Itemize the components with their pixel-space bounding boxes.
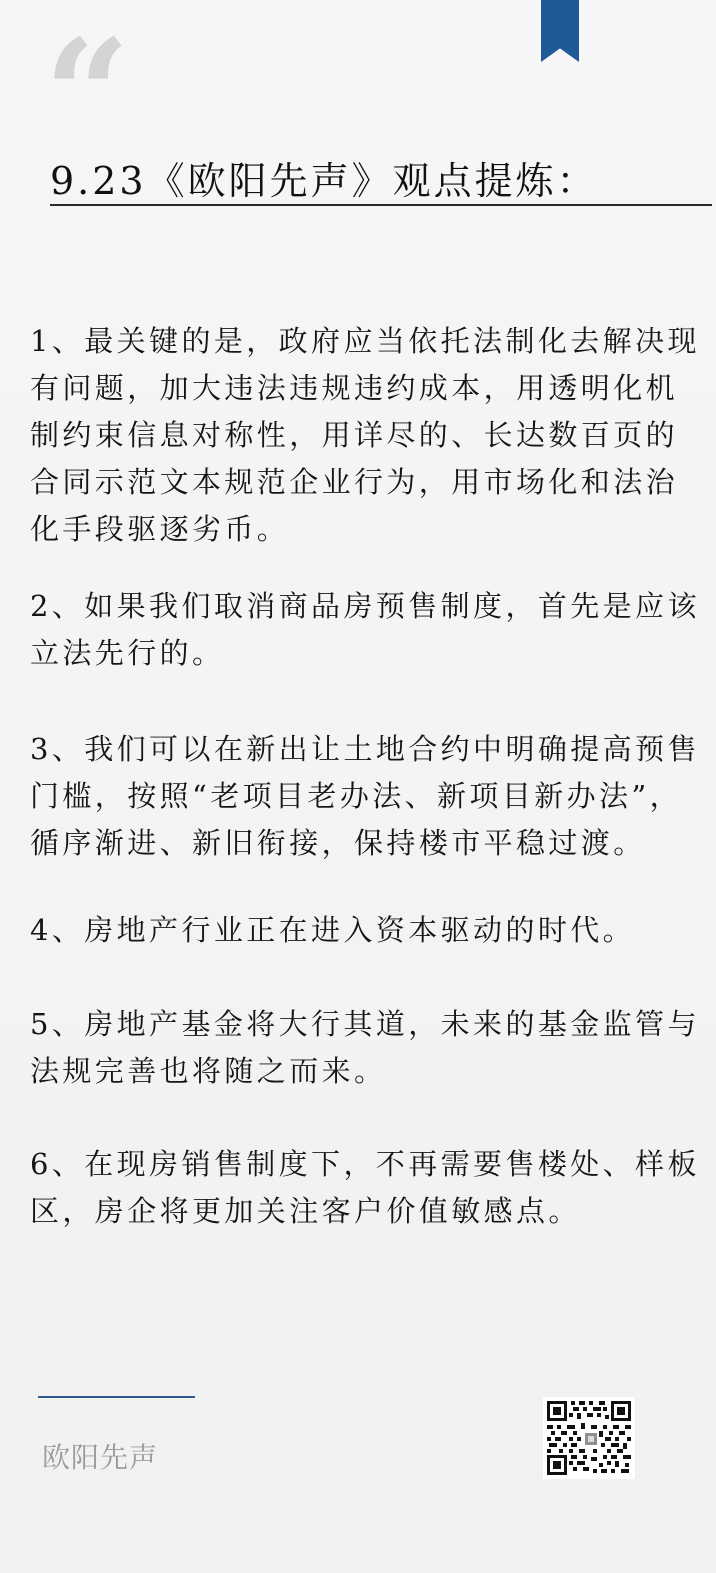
footer-brand: 欧阳先声 — [42, 1441, 159, 1474]
qr-code-icon — [543, 1397, 635, 1479]
point-item: 4、房地产行业正在进入资本驱动的时代。 — [30, 913, 636, 947]
point-item: 5、房地产基金将大行其道，未来的基金监管与法规完善也将随之而来。 — [30, 1007, 700, 1088]
footer-divider — [38, 1396, 195, 1398]
point-item: 3、我们可以在新出让土地合约中明确提高预售门槛，按照“老项目老办法、新项目新办法”，循序渐进、新旧衔接，保持楼市平稳过渡。 — [30, 732, 700, 860]
title-underline — [50, 204, 712, 206]
point-item: 1、最关键的是，政府应当依托法制化去解决现有问题，加大违法违规违约成本，用透明化机制约束信息对称性，用详尽的、长达数百页的合同示范文本规范企业行为，用市场化和法治化手段驱逐劣币。 — [30, 324, 700, 546]
bookmark-ribbon-icon — [541, 0, 579, 62]
point-item: 6、在现房销售制度下，不再需要售楼处、样板区，房企将更加关注客户价值敏感点。 — [30, 1147, 700, 1228]
point-item: 2、如果我们取消商品房预售制度，首先是应该立法先行的。 — [30, 589, 700, 670]
page-title: 9.23《欧阳先声》观点提炼： — [50, 159, 598, 203]
points-list — [30, 318, 710, 1235]
quote-mark-icon: “ — [44, 7, 125, 183]
qr-code-image — [545, 1399, 633, 1477]
